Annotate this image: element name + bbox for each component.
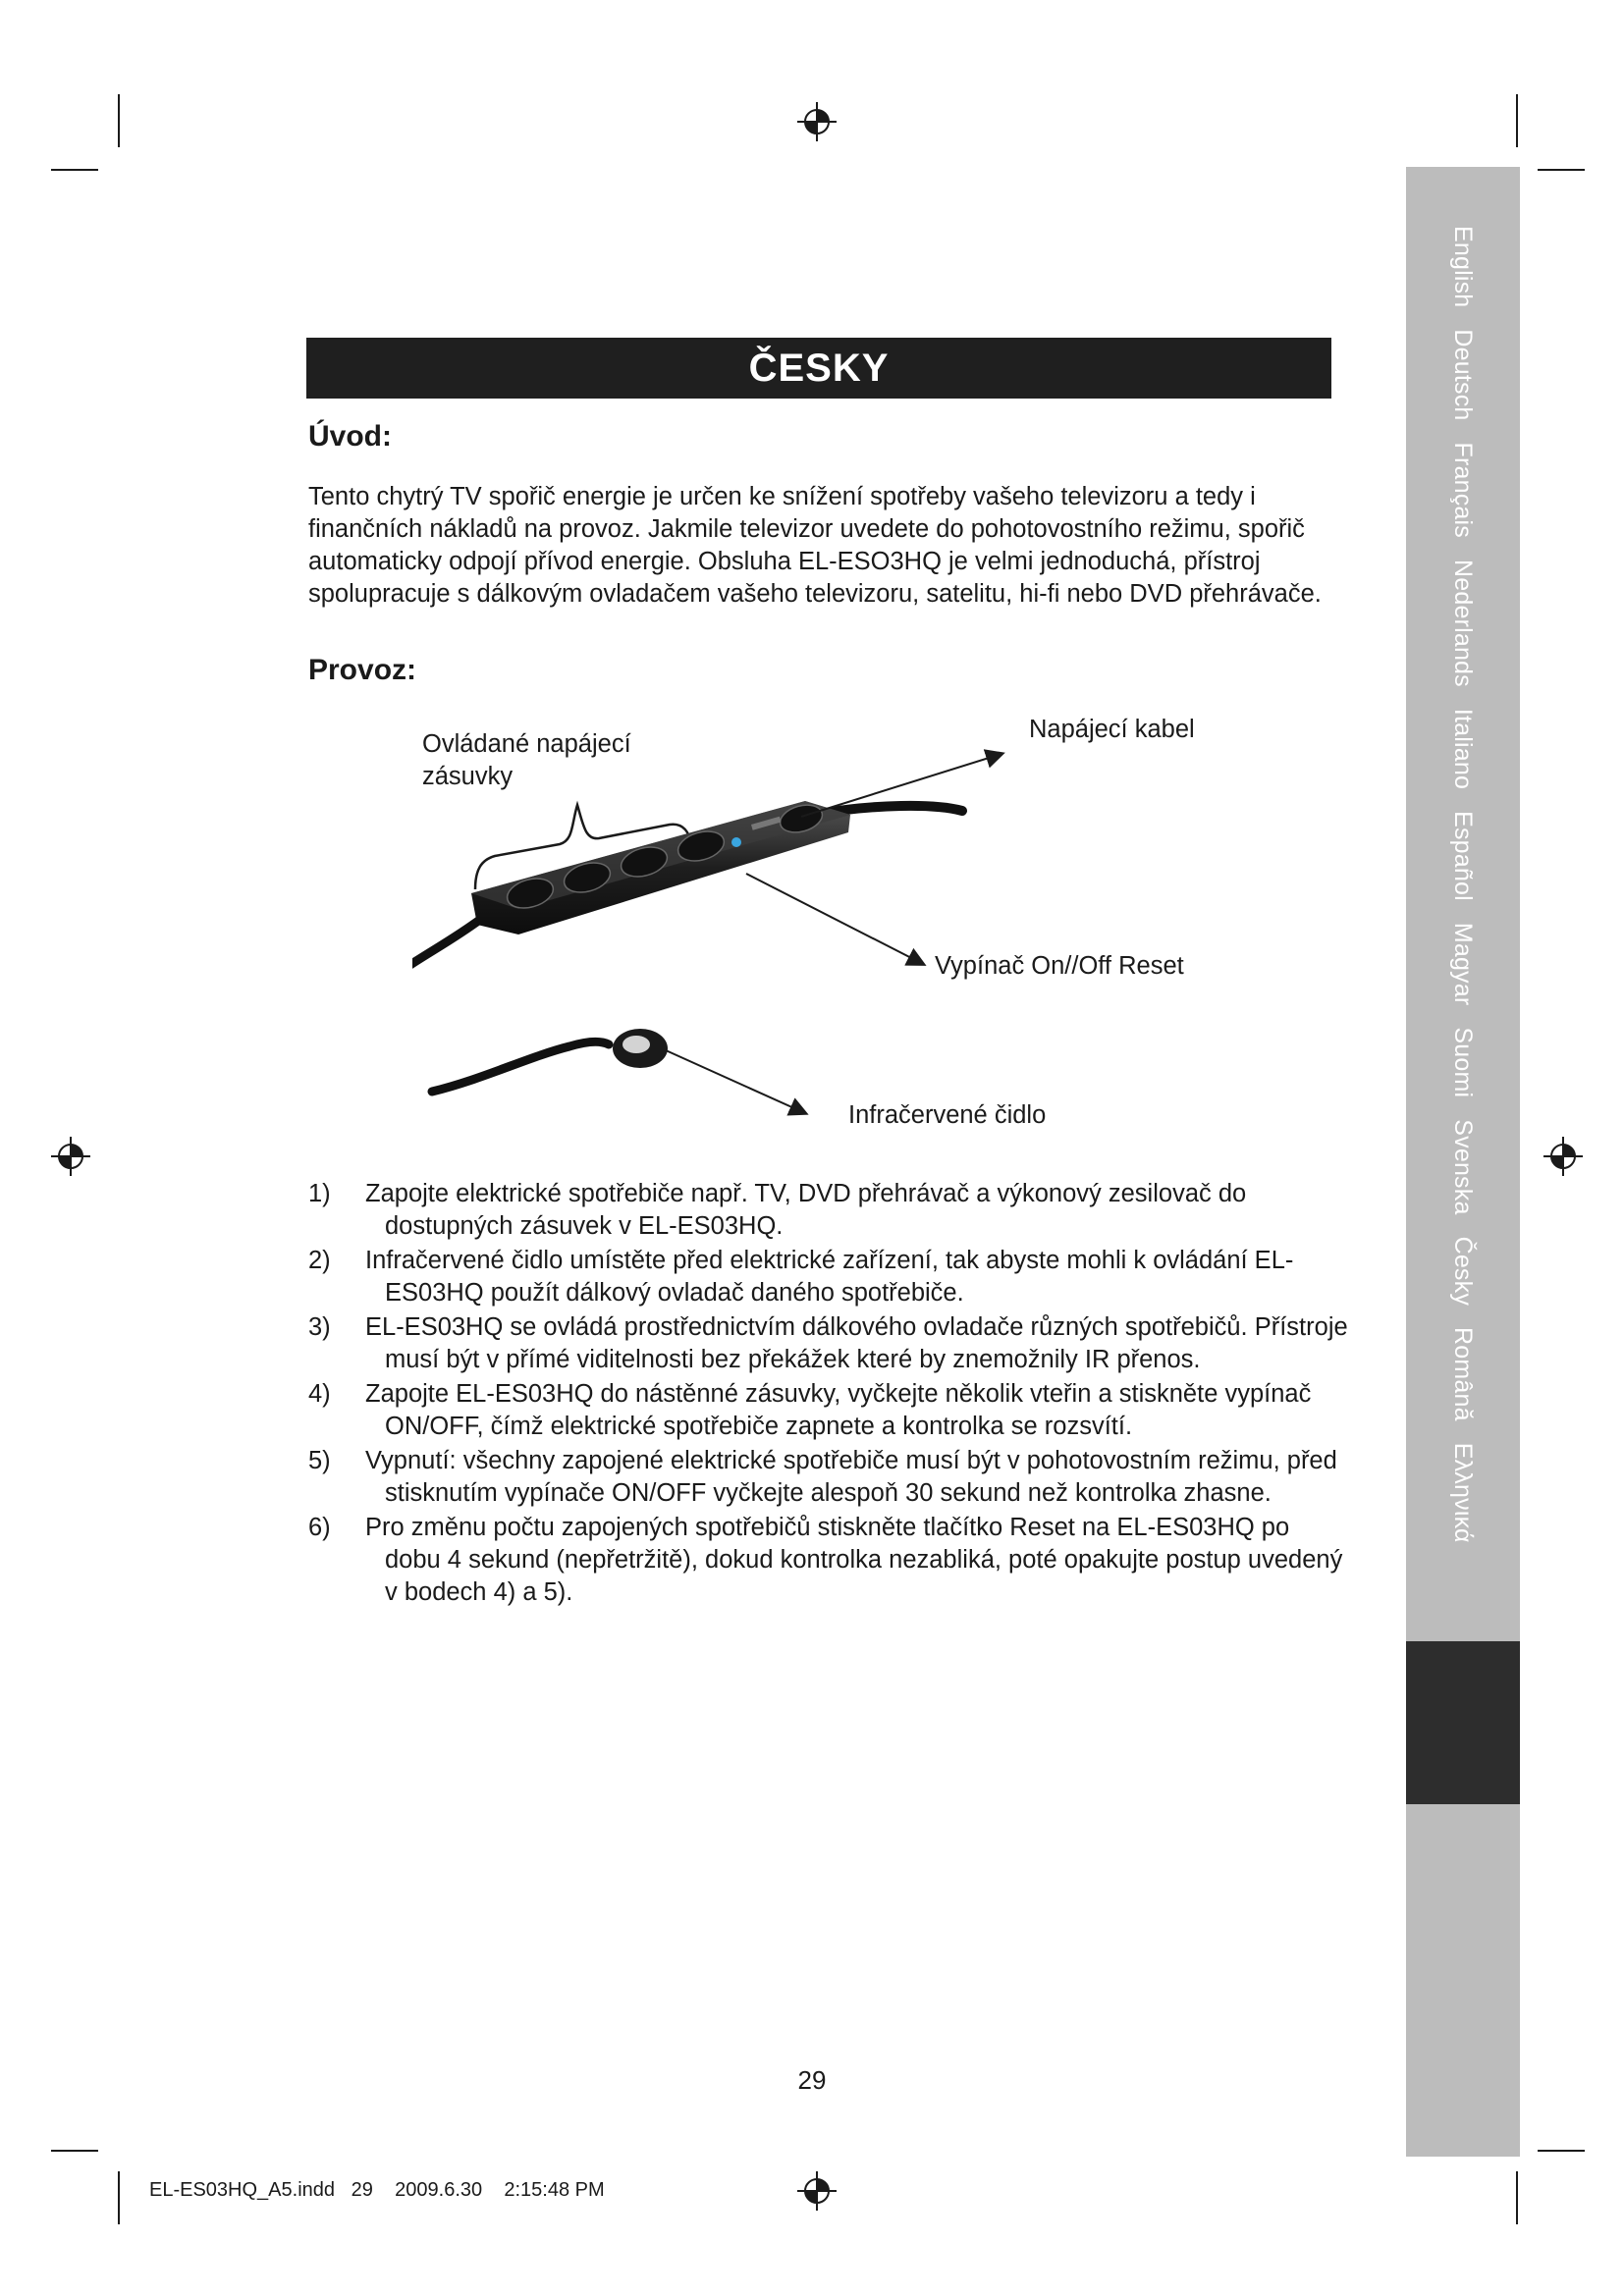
- power-cable: [825, 806, 962, 813]
- language-item[interactable]: Français: [1449, 442, 1477, 538]
- controlled-outlets-label: Ovládané napájecí zásuvky: [422, 730, 631, 790]
- ir-sensor-label: Infračervené čidlo: [848, 1101, 1047, 1129]
- ir-sensor-cable: [432, 1041, 609, 1092]
- language-item[interactable]: Deutsch: [1449, 329, 1477, 421]
- intro-paragraph: Tento chytrý TV spořič energie je určen ke snížení spotřeby vašeho televizoru a tedy i finančních nákladů na provoz. Jakmile televizor uvedete do pohotovostního režimu, spořič automaticky odpojí přívod energie. Obsluha EL-ESO3HQ je velmi jednoduchá, přístroj spolupracuje s dálkovým ovladačem vašeho televizoru, satelitu, hi-fi nebo DVD přehrávače.: [308, 483, 1322, 608]
- crop-mark: [118, 2171, 120, 2224]
- indicator-led: [731, 837, 741, 847]
- list-item: 5) Vypnutí: všechny zapojené elektrické spotřebiče musí být v pohotovostním režimu, před stisknutím vypínače ON/OFF vyčkejte alespoň 30 sekund než kontrolka zhasne.: [308, 1447, 1337, 1507]
- switch-label: Vypínač On//Off Reset: [935, 952, 1184, 980]
- list-item: 3) EL-ES03HQ se ovládá prostřednictvím dálkového ovladače různých spotřebičů. Přístroje musí být v přímé viditelnosti bez překážek které by znemožnily IR přenos.: [308, 1313, 1348, 1373]
- strip-cable-left: [412, 919, 481, 970]
- page-number: 29: [797, 2065, 827, 2095]
- crop-mark: [51, 2150, 98, 2152]
- crop-mark: [1538, 169, 1585, 171]
- language-item[interactable]: Italiano: [1449, 708, 1477, 790]
- power-strip: [471, 800, 850, 934]
- intro-heading: Úvod:: [308, 420, 392, 453]
- crop-mark: [1516, 2171, 1518, 2224]
- language-item[interactable]: Česky: [1449, 1236, 1477, 1307]
- language-item[interactable]: Svenska: [1449, 1119, 1477, 1215]
- page-title: ČESKY: [306, 338, 1331, 399]
- language-item[interactable]: Ελληνικά: [1449, 1442, 1477, 1543]
- ir-sensor: [613, 1029, 668, 1068]
- product-diagram: [412, 707, 1257, 1158]
- power-cable-label: Napájecí kabel: [1029, 716, 1195, 743]
- language-item[interactable]: Español: [1449, 811, 1477, 901]
- list-item: 1) Zapojte elektrické spotřebiče např. TV, DVD přehrávač a výkonový zesilovač do dostupných zásuvek v EL-ES03HQ.: [308, 1180, 1247, 1240]
- language-tab-active-marker: [1406, 1641, 1520, 1804]
- steps-list: [308, 1178, 1349, 1611]
- list-item: 6) Pro změnu počtu zapojených spotřebičů stiskněte tlačítko Reset na EL-ES03HQ po dobu 4 sekund (nepřetržitě), dokud kontrolka nezabliká, poté opakujte postup uvedený v bodech 4) a 5).: [308, 1514, 1343, 1606]
- footer-slug: EL-ES03HQ_A5.indd 29 2009.6.30 2:15:48 PM: [149, 2179, 605, 2201]
- registration-mark-icon: [795, 2169, 839, 2213]
- crop-mark: [1538, 2150, 1585, 2152]
- ir-sensor-pointer: [666, 1050, 805, 1113]
- operation-heading: Provoz:: [308, 654, 417, 686]
- language-item[interactable]: Suomi: [1449, 1027, 1477, 1098]
- language-item[interactable]: Nederlands: [1449, 560, 1477, 687]
- crop-mark: [51, 169, 98, 171]
- list-item: 2) Infračervené čidlo umístěte před elektrické zařízení, tak abyste mohli k ovládání EL-ES03HQ použít dálkový ovladač daného spotřebiče.: [308, 1247, 1294, 1307]
- language-list: [1449, 226, 1477, 1543]
- registration-mark-icon: [1542, 1135, 1585, 1178]
- language-item[interactable]: Română: [1449, 1327, 1477, 1421]
- registration-mark-icon: [795, 100, 839, 143]
- list-item: 4) Zapojte EL-ES03HQ do nástěnné zásuvky, vyčkejte několik vteřin a stiskněte vypínač ON/OFF, čímž elektrické spotřebiče zapnete a kontrolka se rozsvítí.: [308, 1380, 1312, 1440]
- language-item[interactable]: English: [1449, 226, 1477, 308]
- crop-mark: [1516, 94, 1518, 147]
- switch-pointer: [746, 874, 923, 964]
- crop-mark: [118, 94, 120, 147]
- registration-mark-icon: [49, 1135, 92, 1178]
- language-item[interactable]: Magyar: [1449, 922, 1477, 1006]
